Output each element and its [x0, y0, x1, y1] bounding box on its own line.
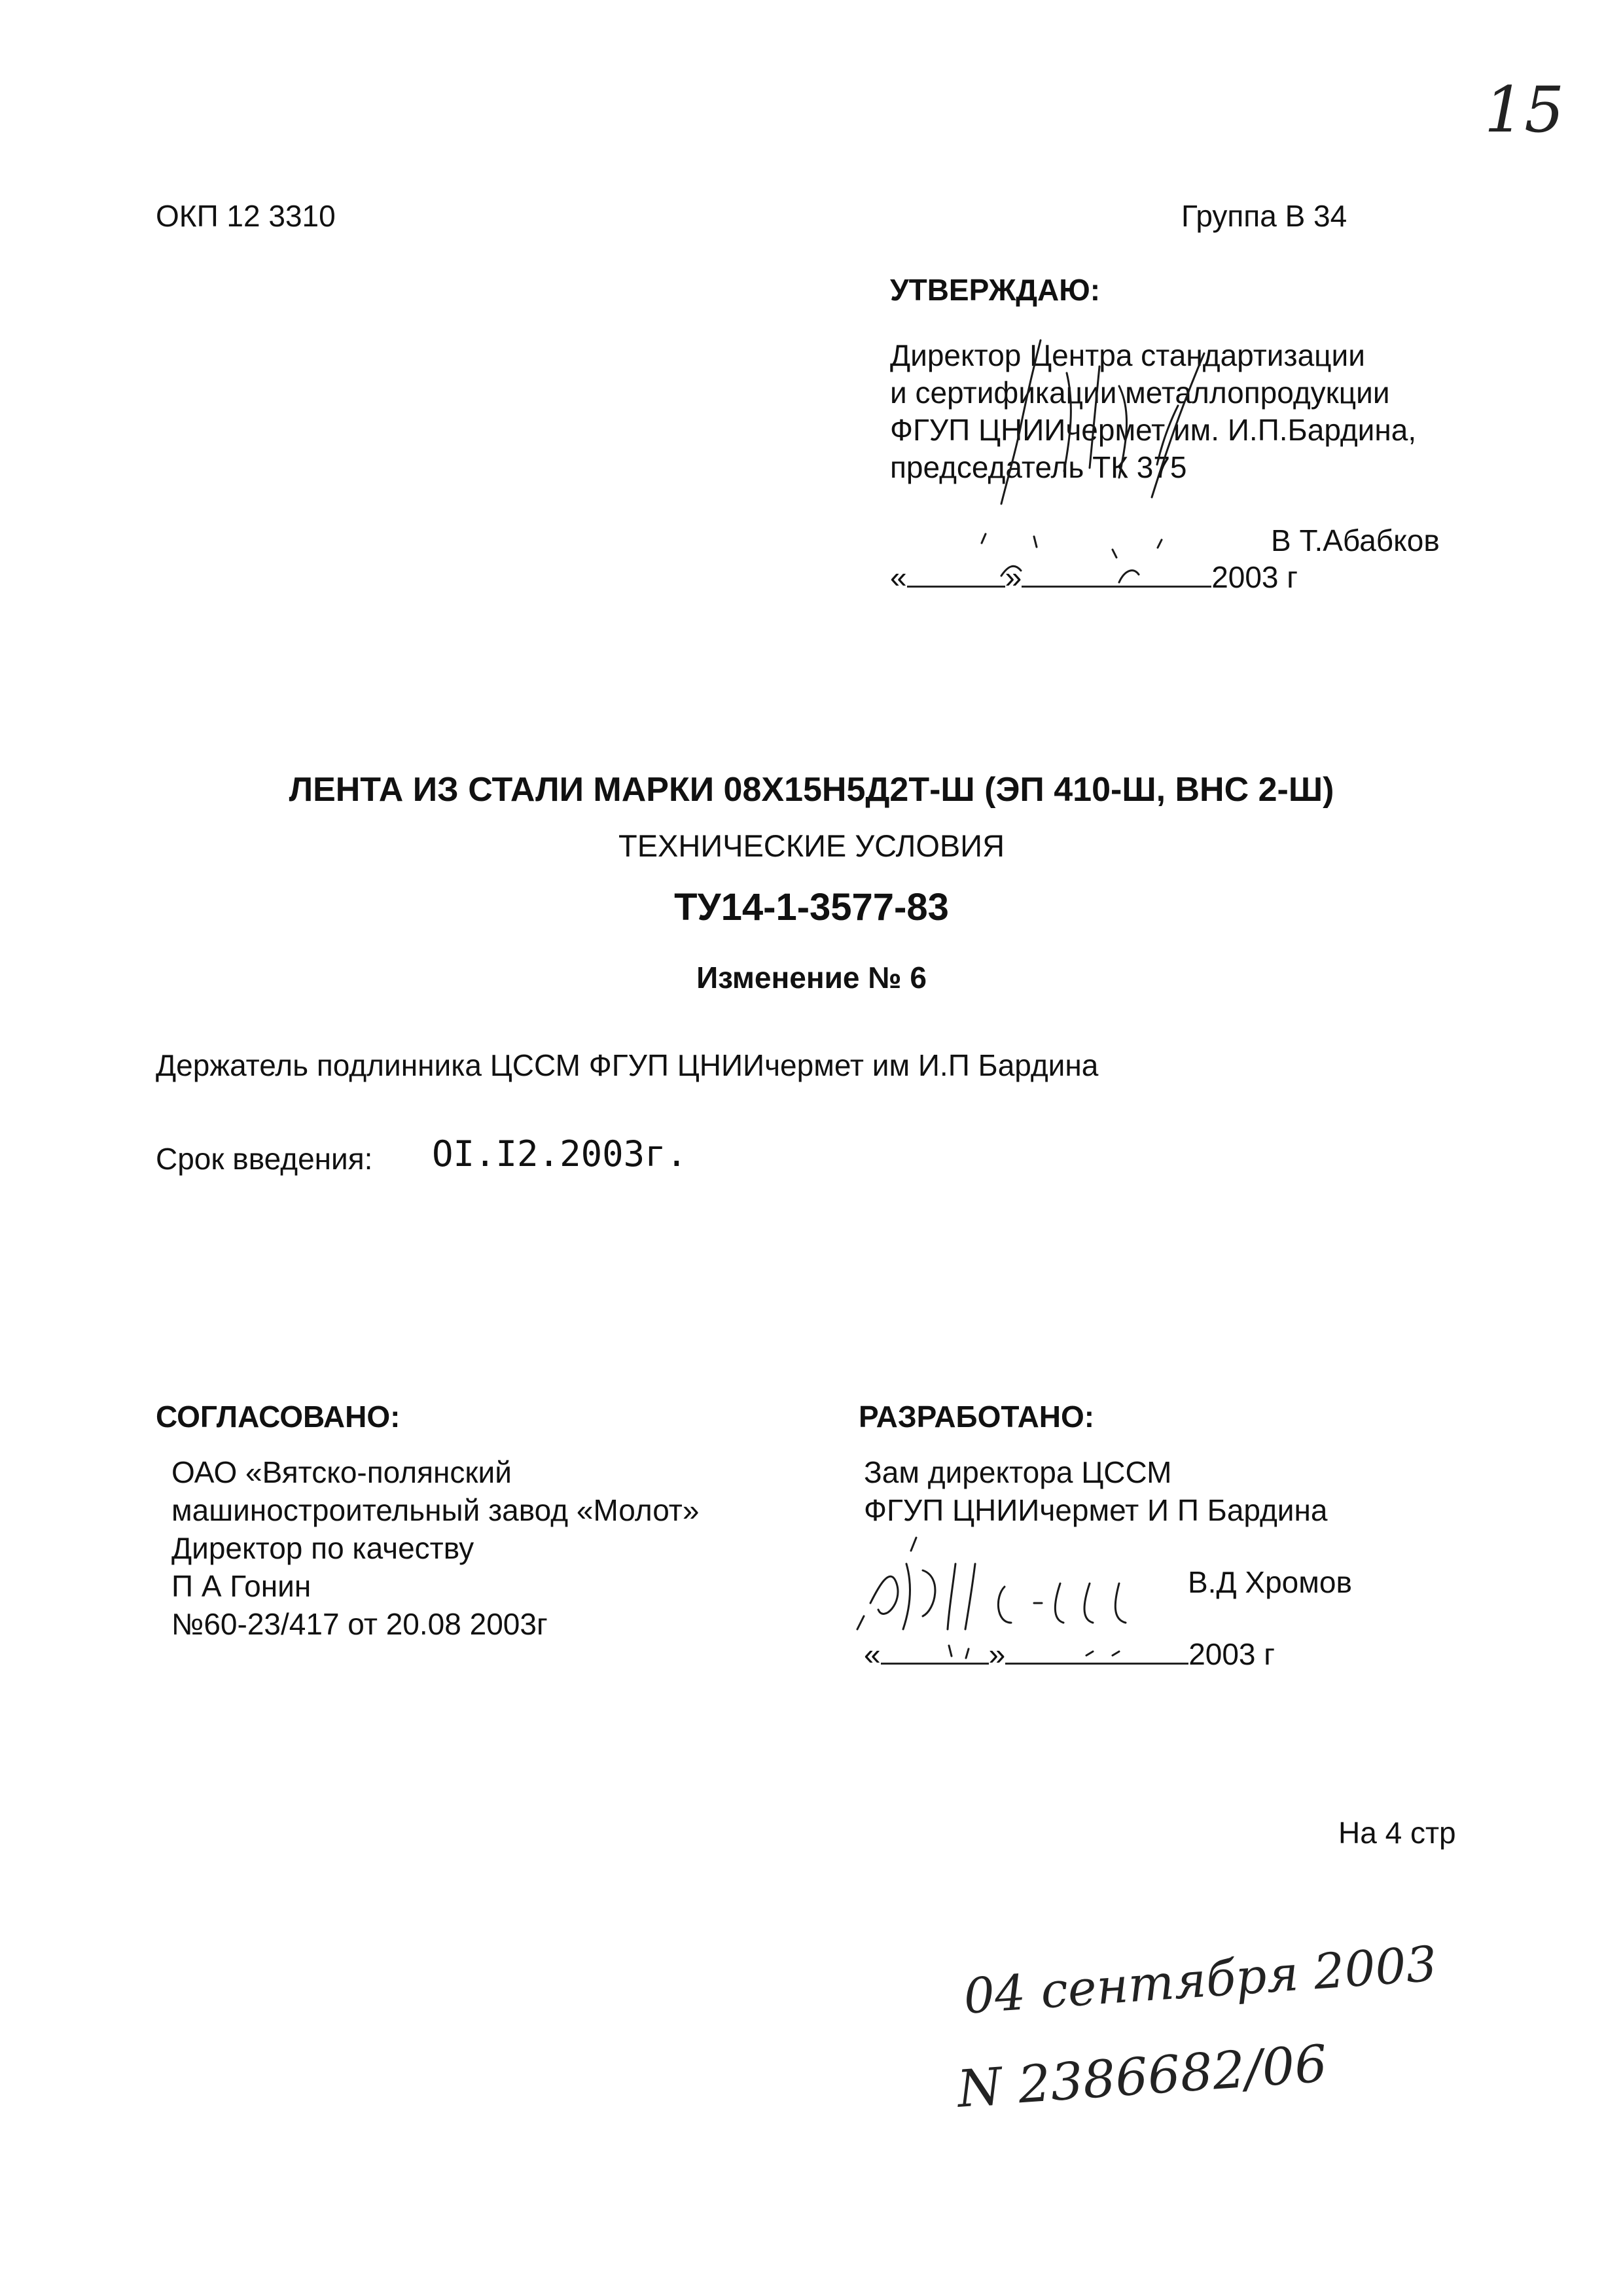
- handwritten-note: 04 сентября 2003: [961, 1935, 1439, 2025]
- date-day-blank: [881, 1663, 989, 1665]
- handwritten-note: N 2386682/06: [955, 2034, 1329, 2119]
- page-count: На 4 стр: [1338, 1816, 1456, 1850]
- agreed-heading: СОГЛАСОВАНО:: [156, 1400, 401, 1434]
- date-open-quote: «: [890, 560, 907, 594]
- approve-date: [890, 559, 1298, 595]
- approver-name: В Т.Абабков: [1271, 523, 1440, 557]
- date-open-quote: «: [864, 1637, 881, 1671]
- approve-line: председатель ТК 375: [890, 450, 1187, 484]
- developed-line: Зам директора ЦССМ: [864, 1455, 1172, 1489]
- date-close-quote: »: [1005, 560, 1022, 594]
- developed-heading: РАЗРАБОТАНО:: [859, 1400, 1095, 1434]
- date-close-quote: »: [988, 1637, 1006, 1671]
- agreed-line: машиностроительный завод «Молот»: [171, 1493, 700, 1527]
- document-title: ЛЕНТА ИЗ СТАЛИ МАРКИ 08Х15Н5Д2Т-Ш (ЭП 410-Ш, ВНС 2-Ш): [289, 771, 1334, 809]
- agreed-line: Директор по качеству: [171, 1531, 474, 1565]
- approve-line: Директор Центра стандартизации: [890, 338, 1365, 372]
- developer-name: В.Д Хромов: [1188, 1565, 1352, 1599]
- developed-date: [864, 1636, 1275, 1672]
- document-subtitle: ТЕХНИЧЕСКИЕ УСЛОВИЯ: [618, 828, 1005, 863]
- document-number: ТУ14-1-3577-83: [674, 886, 949, 928]
- change-number: Изменение № 6: [696, 961, 927, 995]
- date-year: 2003 г: [1188, 1637, 1275, 1671]
- original-holder: Держатель подлинника ЦССМ ФГУП ЦНИИчермет им И.П Бардина: [156, 1048, 1099, 1082]
- date-month-blank: [1022, 586, 1211, 588]
- agreed-line: №60-23/417 от 20.08 2003г: [171, 1607, 548, 1641]
- approver-signature: [903, 327, 1270, 589]
- agreed-line: П А Гонин: [171, 1569, 312, 1603]
- okp-code: ОКП 12 3310: [156, 199, 336, 233]
- date-day-blank: [907, 586, 1005, 588]
- developed-line: ФГУП ЦНИИчермет И П Бардина: [864, 1493, 1328, 1527]
- approve-line: ФГУП ЦНИИчермет им. И.П.Бардина,: [890, 413, 1417, 447]
- introduction-date: OI.I2.2003г.: [432, 1133, 688, 1174]
- approve-heading: УТВЕРЖДАЮ:: [890, 273, 1101, 307]
- date-year: 2003 г: [1211, 560, 1298, 594]
- date-month-blank: [1005, 1663, 1188, 1665]
- agreed-line: ОАО «Вятско-полянский: [171, 1455, 512, 1489]
- approve-line: и сертификации металлопродукции: [890, 376, 1390, 410]
- introduction-label: Срок введения:: [156, 1142, 373, 1176]
- page-number: 15: [1484, 73, 1565, 147]
- group-code: Группа В 34: [1181, 199, 1347, 233]
